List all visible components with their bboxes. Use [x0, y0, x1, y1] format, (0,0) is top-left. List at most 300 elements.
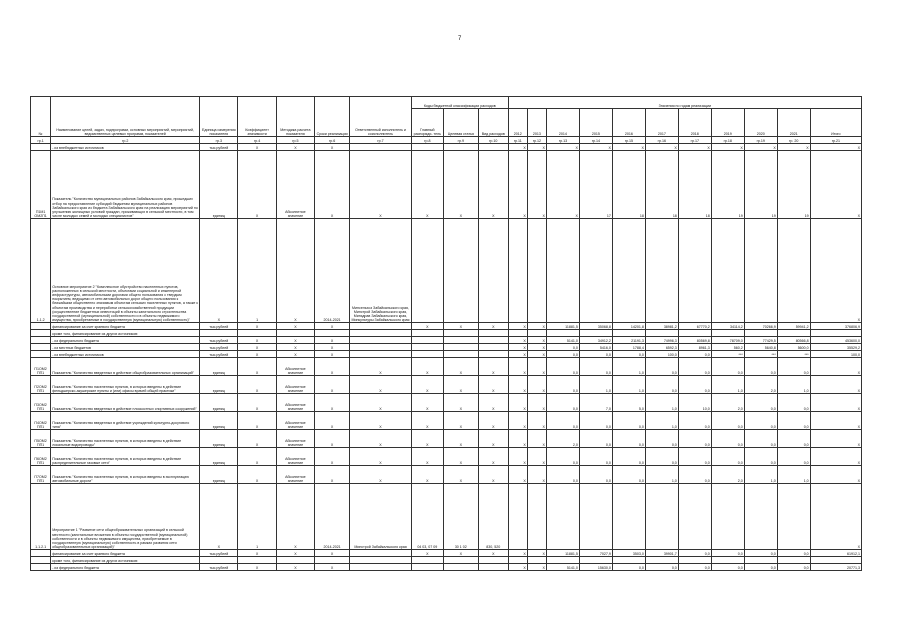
row-c5: Х: [276, 219, 314, 323]
row-year-value: 0,0: [645, 430, 678, 448]
row-number: П7ОМ2 ПП1: [31, 466, 51, 484]
row-year-value: 0,0: [678, 358, 711, 376]
row-year-value: [579, 330, 612, 337]
row-name: финансирование за счет краевого бюджета: [51, 550, 200, 557]
row-year-value: 0,0: [579, 466, 612, 484]
row-year-value: 0,0: [744, 412, 777, 430]
row-year-value: [508, 557, 527, 564]
row-year-value: Х: [508, 358, 527, 376]
row-c4: 1: [238, 219, 276, 323]
row-c7: [350, 144, 412, 151]
row-c4: 1: [238, 484, 276, 550]
column-number: гр.2: [51, 137, 200, 144]
row-year-value: [645, 484, 678, 550]
row-year-value: 0,0: [645, 376, 678, 394]
table-row: [31, 394, 862, 412]
row-year-value: 14201,8: [612, 323, 645, 330]
header-exec: Ответственный исполнитель и соисполнитель: [350, 97, 412, 137]
row-c10: Х: [478, 358, 508, 376]
row-year-value: [527, 330, 546, 337]
row-c10: [478, 144, 508, 151]
row-c8: [411, 344, 443, 351]
row-c10: [478, 351, 508, 358]
header-year-2018: 2018: [678, 109, 711, 137]
row-year-value: 0,0: [579, 430, 612, 448]
row-c10: Х: [478, 412, 508, 430]
row-number: [31, 337, 51, 344]
column-number: гр.5: [276, 137, 314, 144]
row-year-value: [546, 330, 579, 337]
row-year-value: [612, 330, 645, 337]
row-year-value: [612, 484, 645, 550]
row-year-value: 34114,2: [711, 323, 744, 330]
row-year-value: Х: [678, 144, 711, 151]
row-year-value: 67770,2: [678, 323, 711, 330]
row-year-value: 0,0: [546, 344, 579, 351]
row-year-value: 77429,5: [744, 337, 777, 344]
row-c3: единиц: [200, 412, 238, 430]
row-year-value: [612, 219, 645, 323]
header-main-mgr: Главный распоряди- тель: [411, 109, 443, 137]
row-c4: Х: [238, 337, 276, 344]
column-number: гр.1: [31, 137, 51, 144]
row-c5: [276, 330, 314, 337]
row-year-value: Х: [612, 144, 645, 151]
table-row: [31, 550, 862, 557]
row-year-value: 0,0: [678, 564, 711, 571]
row-year-value: [711, 219, 744, 323]
row-c10: Х: [478, 466, 508, 484]
row-year-value: [546, 219, 579, 323]
row-c3: единиц: [200, 448, 238, 466]
header-year-2013: 2013: [527, 109, 546, 137]
row-year-value: 0,0: [678, 448, 711, 466]
row-year-value: 1,0: [645, 394, 678, 412]
page-number: 7: [458, 36, 462, 42]
row-c3: тыс.рублей: [200, 564, 238, 571]
column-number: гр.3: [200, 137, 238, 144]
row-year-value: 10,0: [678, 394, 711, 412]
row-total: 61912,1: [810, 550, 861, 557]
row-year-value: 2,0: [546, 430, 579, 448]
row-number: [31, 564, 51, 571]
row-year-value: Х: [527, 376, 546, 394]
header-year-2015: 2015: [579, 109, 612, 137]
row-year-value: Х: [527, 448, 546, 466]
row-year-value: Х: [508, 323, 527, 330]
row-c6: Х: [315, 323, 350, 330]
row-year-value: 2,0: [744, 376, 777, 394]
row-c4: [238, 330, 276, 337]
row-year-value: [744, 484, 777, 550]
row-year-value: 11881,5: [546, 323, 579, 330]
row-c10: [478, 564, 508, 571]
row-year-value: 0,0: [579, 448, 612, 466]
row-year-value: 21191,3: [612, 337, 645, 344]
row-c6: [315, 557, 350, 564]
row-c9: Х: [443, 376, 478, 394]
row-number: [31, 144, 51, 151]
row-c5: Х: [276, 337, 314, 344]
row-name: Показатель "Количество введенных в действие плоскостных спортивных сооружений": [51, 394, 200, 412]
row-c6: Х: [315, 466, 350, 484]
header-year-2014: 2014: [546, 109, 579, 137]
row-year-value: Х: [777, 144, 810, 151]
row-c6: Х: [315, 430, 350, 448]
row-c9: Х: [443, 430, 478, 448]
row-c8: Х: [411, 550, 443, 557]
row-c7: Х: [350, 394, 412, 412]
row-c4: Х: [238, 344, 276, 351]
row-c7: [350, 351, 412, 358]
row-number: [31, 323, 51, 330]
row-name: Показатель "Количество введенных в действие общеобразовательных организаций": [51, 358, 200, 376]
row-c8: [411, 351, 443, 358]
row-c5: Х: [276, 351, 314, 358]
row-year-value: [711, 484, 744, 550]
row-total: [810, 330, 861, 337]
row-c7: Х: [350, 358, 412, 376]
row-total: Х: [810, 394, 861, 412]
row-name: - из внебюджетных источников: [51, 351, 200, 358]
row-c8: Х: [411, 358, 443, 376]
row-name: - из федерального бюджета: [51, 564, 200, 571]
row-c9: [443, 337, 478, 344]
row-c5: Абсолютное значение: [276, 394, 314, 412]
row-year-value: 0,0: [612, 448, 645, 466]
row-c3: тыс.рублей: [200, 323, 238, 330]
row-year-value: 1,0: [777, 376, 810, 394]
row-total: Х: [810, 430, 861, 448]
row-year-value: [527, 557, 546, 564]
column-number: гр.7: [350, 137, 412, 144]
row-c8: [411, 144, 443, 151]
row-year-value: 0,0: [579, 412, 612, 430]
row-c5: Х: [276, 484, 314, 550]
row-c9: Х: [443, 448, 478, 466]
row-year-value: 0,0: [711, 358, 744, 376]
table-row: [31, 564, 862, 571]
row-c8: [411, 219, 443, 323]
row-c3: Х: [200, 484, 238, 550]
column-number: гр. 20: [777, 137, 810, 144]
row-number: П2ОМ2 ПП1: [31, 376, 51, 394]
row-year-value: 560,2: [711, 344, 744, 351]
row-total: Х: [810, 448, 861, 466]
row-total: 453600,0: [810, 337, 861, 344]
row-year-value: Х: [527, 144, 546, 151]
row-name: Показатель "Количество населенных пунктов, в которых введены в действие фельдшерско-акушерские пункты и (или) офисы врачей общей практики": [51, 376, 200, 394]
row-c10: Х: [478, 376, 508, 394]
header-values-by-year: Значения по годам реализации: [508, 97, 861, 109]
row-c4: Х: [238, 144, 276, 151]
row-c5: Абсолютное значение: [276, 376, 314, 394]
column-number: гр.11: [508, 137, 527, 144]
row-c7: [350, 557, 412, 564]
table-row: [31, 557, 862, 564]
row-c3: единиц: [200, 466, 238, 484]
row-c5: [276, 557, 314, 564]
row-c8: Х: [411, 376, 443, 394]
row-c3: единиц: [200, 430, 238, 448]
row-year-value: 0,0: [777, 430, 810, 448]
row-year-value: Х: [508, 430, 527, 448]
row-year-value: Х: [508, 550, 527, 557]
row-year-value: 0,0: [645, 358, 678, 376]
row-c6: Х: [315, 337, 350, 344]
row-c7: Минстрой Забайкальского края: [350, 484, 412, 550]
row-year-value: Х: [508, 344, 527, 351]
column-number: гр.21: [810, 137, 861, 144]
header-coef: Коэффициент значимости: [238, 97, 276, 137]
row-year-value: 0,0: [579, 351, 612, 358]
row-c5: Абсолютное значение: [276, 466, 314, 484]
row-year-value: 0,0: [711, 430, 744, 448]
row-year-value: 0,0: [744, 564, 777, 571]
row-year-value: 18: [678, 151, 711, 219]
row-year-value: [744, 557, 777, 564]
header-year-2017: 2017: [645, 109, 678, 137]
row-year-value: 0,0: [546, 466, 579, 484]
row-year-value: 0,0: [777, 448, 810, 466]
row-number: П3ОМ2 ПП1: [31, 394, 51, 412]
row-year-value: Х: [527, 394, 546, 412]
row-number: [31, 550, 51, 557]
row-c3: тыс.рублей: [200, 344, 238, 351]
row-year-value: 0,0: [678, 466, 711, 484]
row-year-value: 0,0: [678, 351, 711, 358]
row-c7: [350, 323, 412, 330]
row-c7: Х: [350, 430, 412, 448]
row-year-value: 0,0: [711, 564, 744, 571]
row-c9: [443, 330, 478, 337]
row-total: Х: [810, 376, 861, 394]
row-year-value: [508, 484, 527, 550]
row-c5: Абсолютное значение: [276, 358, 314, 376]
row-c9: [443, 351, 478, 358]
row-year-value: Х: [527, 550, 546, 557]
table-row: [31, 448, 862, 466]
row-year-value: 5,0: [612, 394, 645, 412]
row-year-value: 0,0: [744, 394, 777, 412]
row-c7: [350, 564, 412, 571]
row-year-value: [777, 557, 810, 564]
row-c4: Х: [238, 466, 276, 484]
row-year-value: 2,0: [711, 466, 744, 484]
column-number: гр.17: [678, 137, 711, 144]
row-year-value: 15630,0: [579, 564, 612, 571]
row-year-value: 34912,2: [579, 337, 612, 344]
row-c5: Х: [276, 564, 314, 571]
row-year-value: [546, 484, 579, 550]
row-c7: [350, 344, 412, 351]
row-year-value: 5141,0: [546, 337, 579, 344]
header-no: №: [31, 97, 51, 137]
row-year-value: 0,0: [546, 448, 579, 466]
table-row: [31, 412, 862, 430]
row-c7: [350, 550, 412, 557]
row-total: 100,0: [810, 351, 861, 358]
row-year-value: 0,0: [777, 394, 810, 412]
row-c9: [443, 564, 478, 571]
row-year-value: 0,0: [678, 376, 711, 394]
table-row: [31, 219, 862, 323]
row-year-value: 18: [645, 151, 678, 219]
row-c3: [200, 557, 238, 564]
header-total: Итого: [810, 109, 861, 137]
row-total: Х: [810, 484, 861, 550]
row-c8: [411, 337, 443, 344]
row-year-value: Х: [744, 144, 777, 151]
row-name: Показатель "Количество населенных пунктов, в которых введены в эксплуатацию автомобильные дороги": [51, 466, 200, 484]
row-c6: Х: [315, 144, 350, 151]
header-target-item: Целевая статья: [443, 109, 478, 137]
row-c7: Х: [350, 376, 412, 394]
row-year-value: 18: [612, 151, 645, 219]
row-year-value: [508, 219, 527, 323]
row-year-value: 74996,3: [645, 337, 678, 344]
column-number: гр.16: [645, 137, 678, 144]
row-year-value: 0,0: [546, 351, 579, 358]
row-year-value: 0,0: [777, 550, 810, 557]
table-row: [31, 358, 862, 376]
row-year-value: Х: [546, 151, 579, 219]
row-c9: [443, 344, 478, 351]
row-year-value: 0,0: [612, 351, 645, 358]
row-year-value: 0,0: [777, 564, 810, 571]
row-c4: Х: [238, 394, 276, 412]
row-year-value: 19: [711, 151, 744, 219]
row-c4: Х: [238, 412, 276, 430]
row-c8: Х: [411, 448, 443, 466]
row-c7: [350, 337, 412, 344]
table-row: [31, 430, 862, 448]
row-c10: Х: [478, 323, 508, 330]
row-c3: единиц: [200, 358, 238, 376]
row-year-value: Х: [508, 564, 527, 571]
row-year-value: 80566,8: [777, 337, 810, 344]
header-unit: Единица измерения показателя: [200, 97, 238, 137]
row-year-value: Х: [645, 144, 678, 151]
row-year-value: [612, 557, 645, 564]
row-year-value: Х: [527, 323, 546, 330]
header-name: Наименование целей, задач, подпрограмм, основных мероприятий, мероприятий, ведомственных целевых программ, показателей: [51, 97, 200, 137]
row-year-value: Х: [579, 144, 612, 151]
row-name: - из внебюджетных источников: [51, 144, 200, 151]
row-year-value: 0,0: [612, 430, 645, 448]
row-c10: Х: [478, 394, 508, 412]
row-c6: Х: [315, 358, 350, 376]
row-c7: Х: [350, 466, 412, 484]
row-c9: Х: [443, 412, 478, 430]
row-year-value: 3503,0: [612, 550, 645, 557]
row-year-value: 1,0: [612, 376, 645, 394]
row-c6: Х: [315, 550, 350, 557]
row-total: Х: [810, 151, 861, 219]
header-year-2021: 2021: [777, 109, 810, 137]
row-year-value: ***: [711, 351, 744, 358]
row-year-value: 1788,4: [612, 344, 645, 351]
row-year-value: 1,0: [777, 466, 810, 484]
row-year-value: 0,0: [744, 550, 777, 557]
row-c8: Х: [411, 430, 443, 448]
column-number: гр.18: [711, 137, 744, 144]
row-year-value: 5640,8: [744, 344, 777, 351]
row-name: Показатель "Количество населенных пунктов, в которых введены в действие локальные водопроводы": [51, 430, 200, 448]
row-name: - из федерального бюджета: [51, 337, 200, 344]
row-c7: [350, 330, 412, 337]
row-c4: Х: [238, 323, 276, 330]
row-c10: Х: [478, 448, 508, 466]
row-c9: Х: [443, 466, 478, 484]
row-year-value: 100,0: [645, 351, 678, 358]
row-year-value: 8961,3: [678, 344, 711, 351]
row-c7: Х: [350, 412, 412, 430]
row-year-value: 78709,0: [711, 337, 744, 344]
row-year-value: 0,0: [612, 466, 645, 484]
row-year-value: 38981,2: [645, 323, 678, 330]
row-year-value: 5416,0: [579, 344, 612, 351]
row-total: Х: [810, 466, 861, 484]
row-year-value: [678, 484, 711, 550]
row-year-value: [527, 484, 546, 550]
row-year-value: 11881,5: [546, 550, 579, 557]
row-c5: Абсолютное значение: [276, 412, 314, 430]
row-c10: [478, 344, 508, 351]
row-c6: 2014-2021: [315, 219, 350, 323]
row-c6: 2014-2021: [315, 484, 350, 550]
row-c6: Х: [315, 448, 350, 466]
row-year-value: Х: [527, 412, 546, 430]
row-year-value: 19: [744, 151, 777, 219]
row-name: Показатель "Количество муниципальных районов Забайкальского края, прошедших отбор на предоставление субсидий бюджетам муниципальных районов Забайкальского края из бюджета Забайкальского края на реализацию мероприятий по улучшению жилищных условий граждан, проживающих в сельской местности, в том числе молодых семей и молодых специалистов": [51, 151, 200, 219]
row-year-value: 2,0: [711, 394, 744, 412]
table-row: [31, 323, 862, 330]
row-year-value: Х: [527, 564, 546, 571]
row-year-value: Х: [508, 394, 527, 412]
row-year-value: 0,0: [678, 412, 711, 430]
row-c9: Х: [443, 358, 478, 376]
row-name: Мероприятие 1 "Развитие сети общеобразовательных организаций в сельской местности (капитальные вложения в объекты государственной (муниципальной) собственности и в объекты недвижимого имущества, приобретаемые в государственную (муниципальную) собственность в рамках развития сети общеобразовательных организаций)": [51, 484, 200, 550]
row-c8: 04 03, 07 09: [411, 484, 443, 550]
row-c3: единиц: [200, 151, 238, 219]
column-number: гр.15: [612, 137, 645, 144]
header-term: Сроки реализации: [315, 97, 350, 137]
row-c3: тыс.рублей: [200, 144, 238, 151]
row-c7: Минсельхоз Забайкальского края, Минстрой Забайкальского края, Минздрав Забайкальского края, Минкультуры Забайкальского края: [350, 219, 412, 323]
row-c9: Х: [443, 151, 478, 219]
row-c8: Х: [411, 412, 443, 430]
row-year-value: 1,0: [645, 466, 678, 484]
row-year-value: Х: [711, 144, 744, 151]
row-year-value: [711, 330, 744, 337]
row-year-value: ***: [777, 351, 810, 358]
row-c4: Х: [238, 376, 276, 394]
row-c6: Х: [315, 351, 350, 358]
row-year-value: 5141,0: [546, 564, 579, 571]
row-year-value: 59941,2: [777, 323, 810, 330]
row-c10: [478, 337, 508, 344]
row-year-value: [678, 219, 711, 323]
table-row: [31, 344, 862, 351]
row-c10: [478, 330, 508, 337]
row-year-value: 5600,0: [777, 344, 810, 351]
row-c9: Х: [443, 394, 478, 412]
row-name: кроме того, финансирование из других источников:: [51, 557, 200, 564]
row-c10: 830, 520: [478, 484, 508, 550]
row-total: Х: [810, 412, 861, 430]
row-number: П6ОМ2 ПП1: [31, 448, 51, 466]
